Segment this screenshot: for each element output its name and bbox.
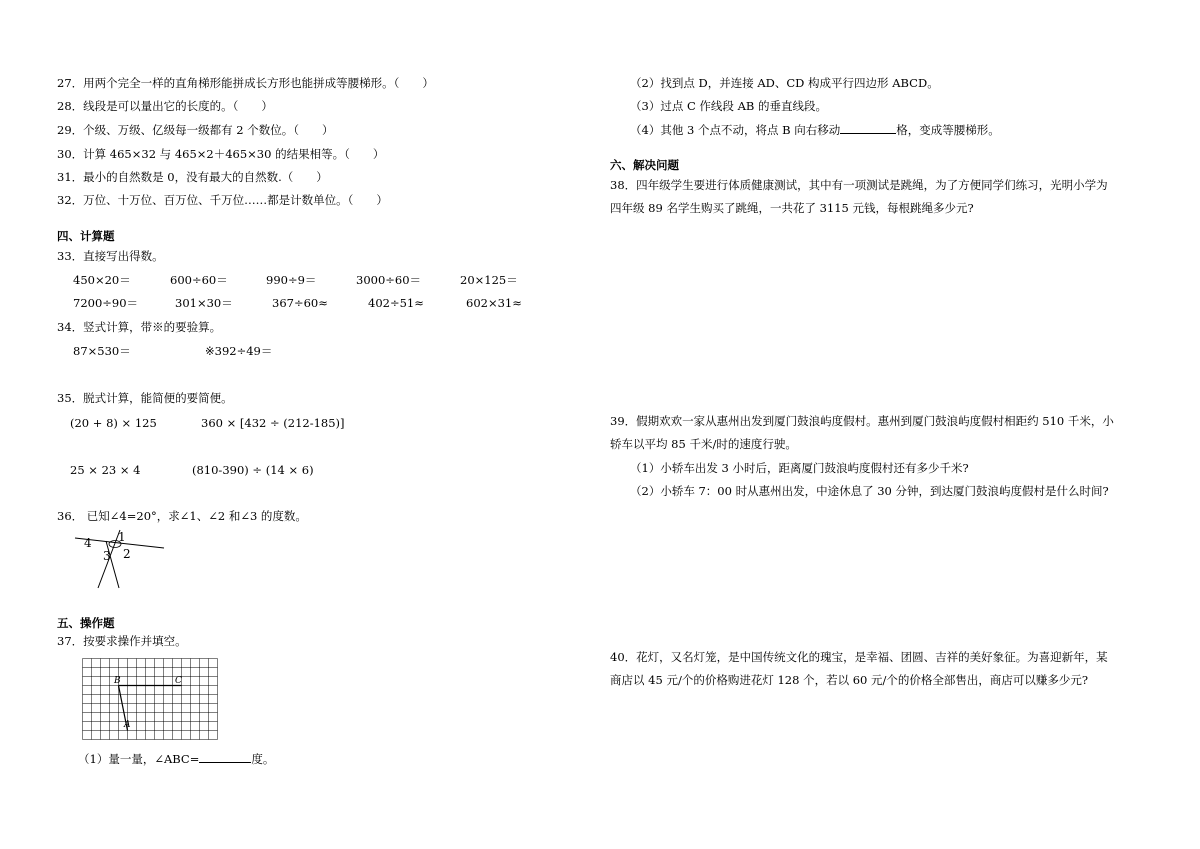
question-37-1-unit: 度。 [251,752,275,766]
question-37: 37．按要求操作并填空。 [57,634,187,648]
question-29: 29．个级、万级、亿级每一级都有 2 个数位。（ ） [57,123,334,137]
angle-label-3: 3 [103,549,111,563]
question-37-2: （2）找到点 D，并连接 AD、CD 构成平行四边形 ABCD。 [630,76,939,90]
oral-calc-item: 7200÷90＝ [73,296,139,310]
question-39-1: （1）小轿车出发 3 小时后，距离厦门鼓浪屿度假村还有多少千米? [630,461,969,475]
stepwise-calc-item: (810-390) ÷ (14 × 6) [192,463,314,477]
stepwise-calc-item: 25 × 23 × 4 [70,463,141,477]
question-37-1 [78,751,274,766]
vertical-calc-item: 87×530＝ [73,344,131,358]
question-39-2: （2）小轿车 7：00 时从惠州出发，中途休息了 30 分钟，到达厦门鼓浪屿度假村是什么时间? [630,484,1109,498]
grid-figure [82,658,219,742]
question-38-line-1: 38．四年级学生要进行体质健康测试，其中有一项测试是跳绳，为了方便同学们练习，光明小学为 [610,178,1108,192]
oral-calc-item: 301×30＝ [175,296,233,310]
question-40-line-1: 40．花灯，又名灯笼，是中国传统文化的瑰宝，是幸福、团圆、吉祥的美好象征。为喜迎新年，某 [610,650,1108,664]
question-36: 36． 已知∠4=20°，求∠1、∠2 和∠3 的度数。 [57,509,307,523]
section-4-heading: 四、计算题 [57,229,115,243]
oral-calc-item: 602×31≈ [466,296,522,310]
angle-label-1: 1 [118,530,126,544]
stepwise-calc-item: 360 × [432 ÷ (212-185)] [201,416,345,430]
question-38-line-2: 四年级 89 名学生购买了跳绳，一共花了 3115 元钱，每根跳绳多少元? [610,201,974,215]
vertical-calc-item: ※392÷49＝ [205,344,273,358]
oral-calc-item: 450×20＝ [73,273,131,287]
section-6-heading: 六、解决问题 [610,158,679,172]
oral-calc-item: 600÷60＝ [170,273,228,287]
angle-label-4: 4 [84,536,92,550]
question-27: 27．用两个完全一样的直角梯形能拼成长方形也能拼成等腰梯形。（ ） [57,76,434,90]
question-37-4-unit: 格，变成等腰梯形。 [896,123,1000,137]
question-39-line-2: 轿车以平均 85 千米/时的速度行驶。 [610,437,797,451]
question-37-1-text: （1）量一量，∠ABC= [78,752,200,766]
question-40-line-2: 商店以 45 元/个的价格购进花灯 128 个，若以 60 元/个的价格全部售出，商店可以赚多少元? [610,673,1089,687]
question-33: 33．直接写出得数。 [57,249,164,263]
question-37-3: （3）过点 C 作线段 AB 的垂直线段。 [630,99,827,113]
stepwise-calc-item: (20 + 8) × 125 [70,416,157,430]
point-label-c: C [175,676,182,686]
question-34: 34．竖式计算，带※的要验算。 [57,320,222,334]
answer-blank[interactable] [199,751,251,763]
question-37-4-text: （4）其他 3 个点不动，将点 B 向右移动 [630,123,841,137]
question-35: 35．脱式计算，能简便的要简便。 [57,391,233,405]
question-30: 30．计算 465×32 与 465×2＋465×30 的结果相等。（ ） [57,147,385,161]
point-label-a: A [124,720,131,730]
question-31: 31．最小的自然数是 0，没有最大的自然数.（ ） [57,170,328,184]
oral-calc-item: 3000÷60＝ [356,273,422,287]
section-5-heading: 五、操作题 [57,616,115,630]
point-label-b: B [114,676,121,686]
question-32: 32．万位、十万位、百万位、千万位……都是计数单位。（ ） [57,193,388,207]
question-28: 28．线段是可以量出它的长度的。（ ） [57,99,273,113]
oral-calc-item: 402÷51≈ [368,296,424,310]
oral-calc-item: 20×125＝ [460,273,518,287]
oral-calc-item: 990÷9＝ [266,273,317,287]
oral-calc-item: 367÷60≈ [272,296,328,310]
question-37-4 [630,122,1000,137]
angle-label-2: 2 [123,547,131,561]
question-39-line-1: 39．假期欢欢一家从惠州出发到厦门鼓浪屿度假村。惠州到厦门鼓浪屿度假村相距约 510 千米，小 [610,414,1114,428]
answer-blank[interactable] [840,122,896,134]
